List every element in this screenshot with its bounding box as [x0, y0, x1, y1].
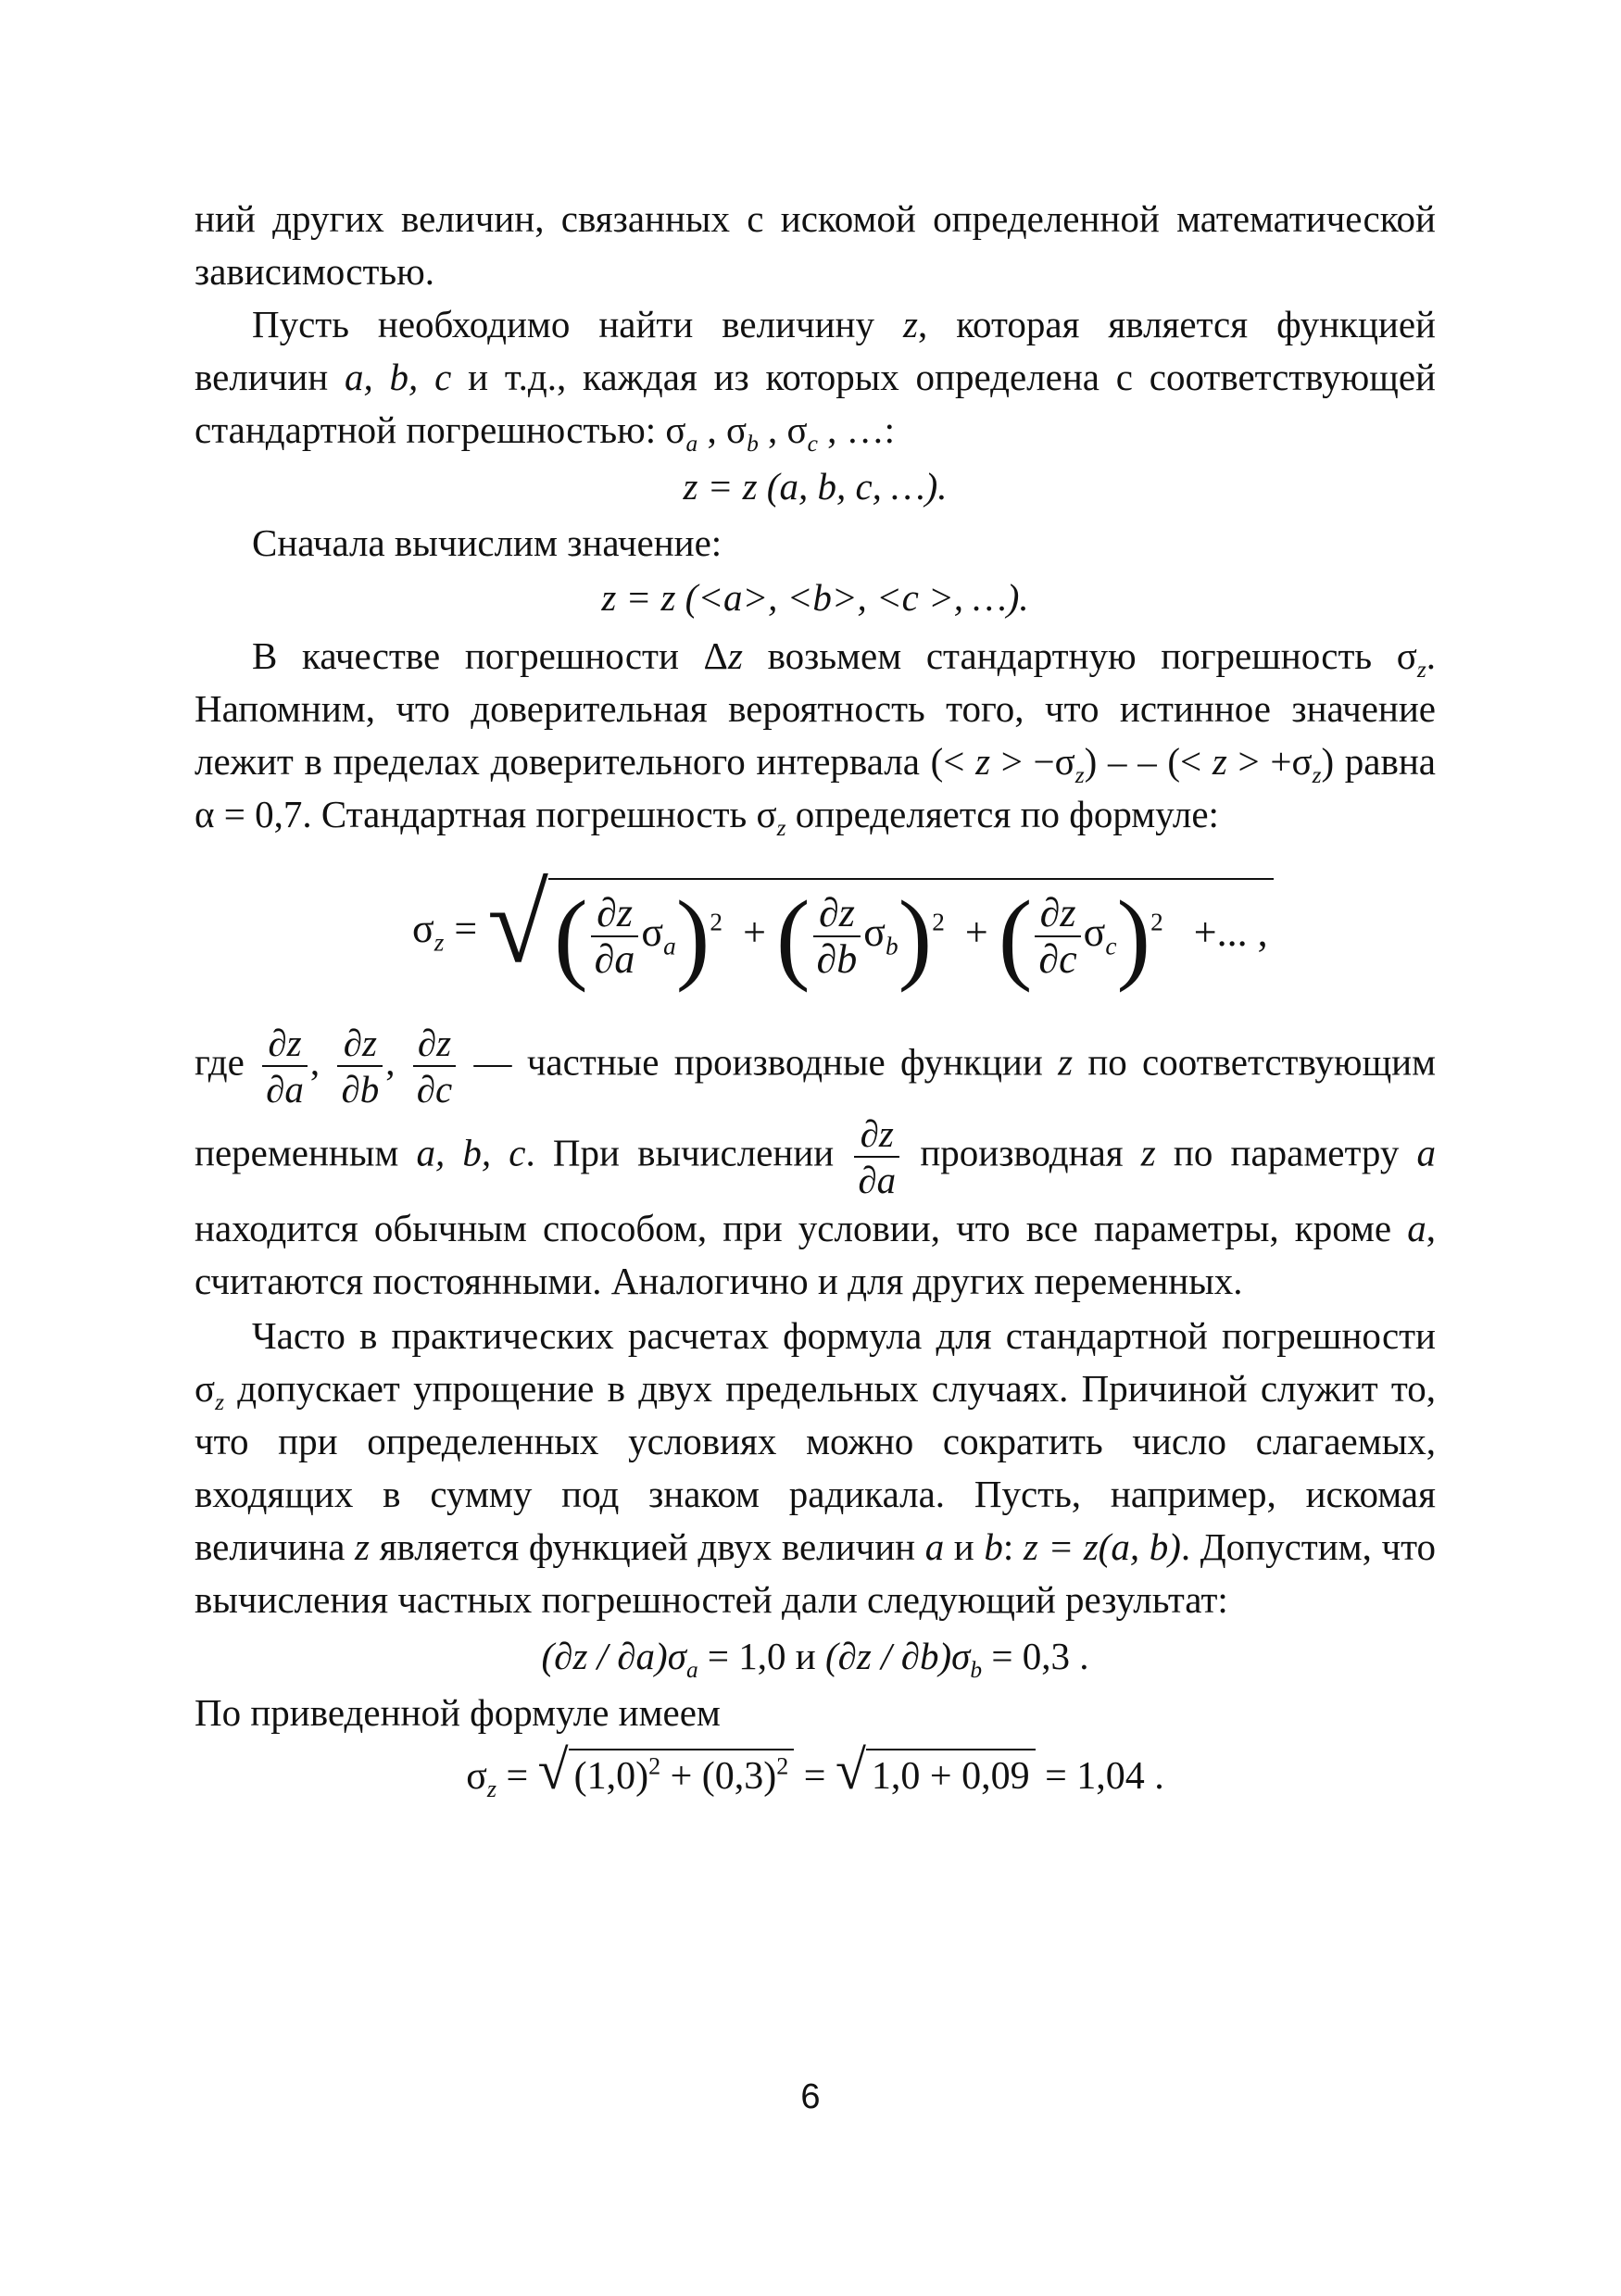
paragraph-4: В качестве погрешности Δz возьмем стандартную погрешность $\sigma_z$. Напомним, что доверительная вероятность того, что истинное значение лежит в пределах доверительного интервала (< $z > -\sigma_z$) – – (< $z > +\sigma_z$) равна α = 0,7. Стандартная погрешность $\sigma_z$ определяется по формуле:: [195, 634, 1436, 841]
equation-partial-errors: $(\partial z / \partial a)\sigma_a = 1,0$ и $(\partial z / \partial b)\sigma_b = 0,3$ .: [541, 1635, 1089, 1683]
paragraph-3: Сначала вычислим значение:: [252, 521, 723, 564]
paragraph-1: ний других величин, связанных с искомой определенной математической зависимостью.: [195, 197, 1436, 293]
equation-sigma-result: $\sigma_z$ = √ $(1,0)^2 + (0,3)^2$ = √ 1,0 + 0,09 = 1,04 .: [466, 1739, 1164, 1803]
radical: √ ( $\frac{\partial z}{\partial a}$ $\sigma_a)^2$ + ( $\frac{\partial z}{\partial b}$ $\sigma_b)^2$ + ( $\frac{\partial z}{\partial c}$ $\sigma_c)^2$ +... ,: [487, 878, 1273, 987]
paragraph-5: где $\frac{\partial z}{\partial a}$ , $\frac{\partial z}{\partial b}$ , $\frac{\partial z}{\partial c}$ — частные производные функции z по соответствующим переменным a, b, c. При вычислении $\frac{\partial z}{\partial a}$ производная z по параметру a находится обычным способом, при условии, что все параметры, кроме a, считаются постоянными. Аналогично и для других переменных.: [195, 1022, 1437, 1302]
paragraph-6: Часто в практических расчетах формула для стандартной погрешности $\sigma_z$ допускает упрощение в двух предельных случаях. Причиной служит то, что при определенных условиях можно сократить число слагаемых, входящих в сумму под знаком радикала. Пусть, например, искомая величина z является функцией двух величин a и b: z = z(a, b). Допустим, что вычисления частных погрешностей дали следующий результат:: [195, 1314, 1436, 1621]
page-number: 6: [800, 2077, 821, 2116]
equation-z-means: z = z (<a>, <b>, <c >, …).: [601, 576, 1029, 619]
paragraph-2: Пусть необходимо найти величину z, которая является функцией величин a, b, c и т.д., каждая из которых определена с соответствующей стандартной погрешностью: $\sigma_a$ , $\sigma_b$ , $\sigma_c$ , …:: [195, 303, 1436, 457]
equation-sigma-z: $\sigma_z$ = √ ( $\frac{\partial z}{\partial a}$ $\sigma_a)^2$ + ( $\frac{\partial z}{\partial b}$ $\sigma_b)^2$ + ( $\frac{\partial z}{\partial c}$ $\sigma_c)^2$ +... ,: [195, 850, 1436, 1017]
page-body: [195, 193, 1436, 1803]
equation-z-abc: z = z (a, b, c, …).: [683, 465, 948, 508]
paragraph-7: По приведенной формуле имеем: [195, 1691, 721, 1734]
sigma-list: $\sigma_a$ , $\sigma_b$ , $\sigma_c$ , …:: [665, 408, 896, 457]
